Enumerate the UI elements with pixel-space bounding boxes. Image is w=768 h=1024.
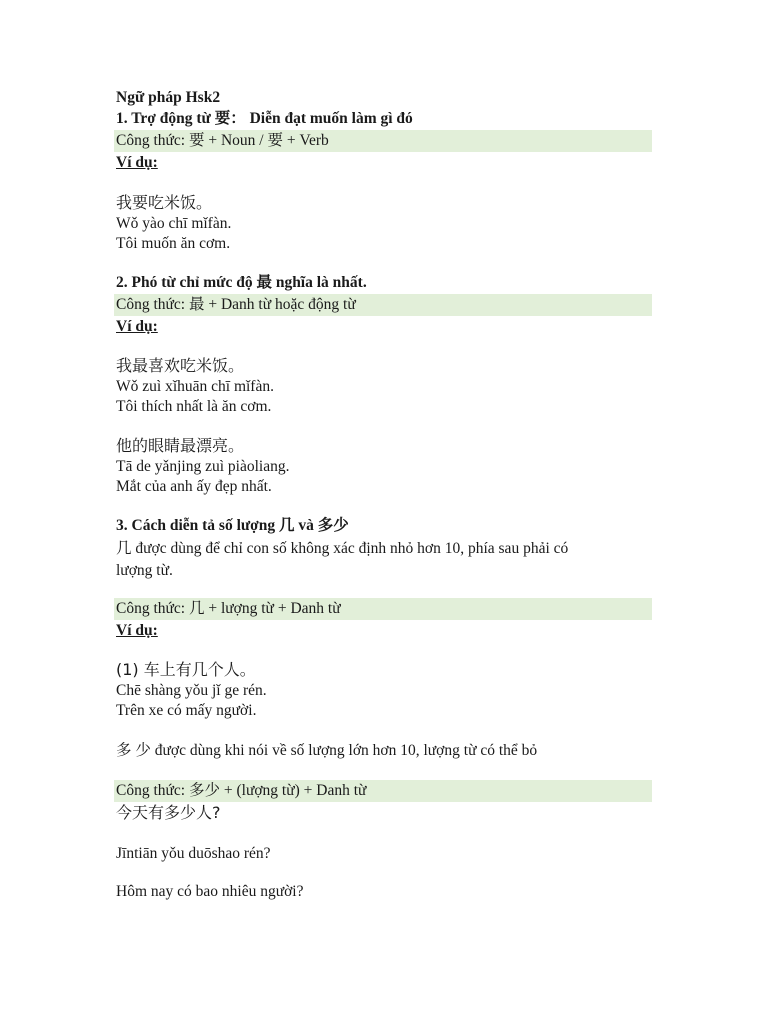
section-1-example-label: Ví dụ: — [116, 154, 158, 171]
section-3-description-line-2: lượng từ. — [116, 562, 173, 579]
section-2-example-1-pinyin: Wǒ zuì xǐhuān chī mǐfàn. — [116, 378, 274, 395]
section-3-description-2: 多 少 được dùng khi nói về số lượng lớn hơn 10, lượng từ có thể bỏ — [116, 742, 538, 759]
section-2-example-label: Ví dụ: — [116, 318, 158, 335]
section-3-example-2-translation: Hôm nay có bao nhiêu người? — [116, 883, 304, 900]
section-1-heading: 1. Trợ động từ 要： Diễn đạt muốn làm gì đó — [116, 110, 413, 127]
document-title: Ngữ pháp Hsk2 — [116, 89, 221, 106]
section-3-formula-highlight — [114, 598, 652, 620]
section-3-example-1-pinyin: Chē shàng yǒu jǐ ge rén. — [116, 682, 267, 699]
section-2-example-1-translation: Tôi thích nhất là ăn cơm. — [116, 398, 272, 415]
section-2-formula-highlight — [114, 294, 652, 316]
section-3-formula-2: Công thức: 多少 + (lượng từ) + Danh từ — [116, 782, 367, 799]
section-3-formula-2-highlight — [114, 780, 652, 802]
section-3-example-2-pinyin: Jīntiān yǒu duōshao rén? — [116, 845, 271, 862]
section-3-formula: Công thức: 几 + lượng từ + Danh từ — [116, 600, 341, 617]
section-2-formula: Công thức: 最 + Danh từ hoặc động từ — [116, 296, 356, 313]
section-3-example-1-chinese: (1) 车上有几个人。 — [116, 660, 256, 679]
section-3-example-2-chinese: 今天有多少人? — [116, 803, 221, 822]
section-2-example-2-pinyin: Tā de yǎnjing zuì piàoliang. — [116, 458, 290, 475]
section-1-formula-highlight — [114, 130, 652, 152]
section-2-example-2-translation: Mắt của anh ấy đẹp nhất. — [116, 478, 272, 495]
section-3-example-label: Ví dụ: — [116, 622, 158, 639]
section-2-example-1-chinese: 我最喜欢吃米饭。 — [116, 356, 245, 375]
section-1-example-1-chinese: 我要吃米饭。 — [116, 193, 213, 212]
section-2-example-2-chinese: 他的眼睛最漂亮。 — [116, 436, 245, 455]
section-3-heading: 3. Cách diễn tả số lượng 几 và 多少 — [116, 517, 349, 534]
section-3-example-1-translation: Trên xe có mấy người. — [116, 702, 257, 719]
section-1-example-1-translation: Tôi muốn ăn cơm. — [116, 235, 231, 252]
section-2-heading: 2. Phó từ chỉ mức độ 最 nghĩa là nhất. — [116, 274, 367, 291]
section-1-formula: Công thức: 要 + Noun / 要 + Verb — [116, 132, 329, 149]
section-3-description-line-1: 几 được dùng để chỉ con số không xác định nhỏ hơn 10, phía sau phải có — [116, 540, 569, 557]
section-1-example-1-pinyin: Wǒ yào chī mǐfàn. — [116, 215, 232, 232]
